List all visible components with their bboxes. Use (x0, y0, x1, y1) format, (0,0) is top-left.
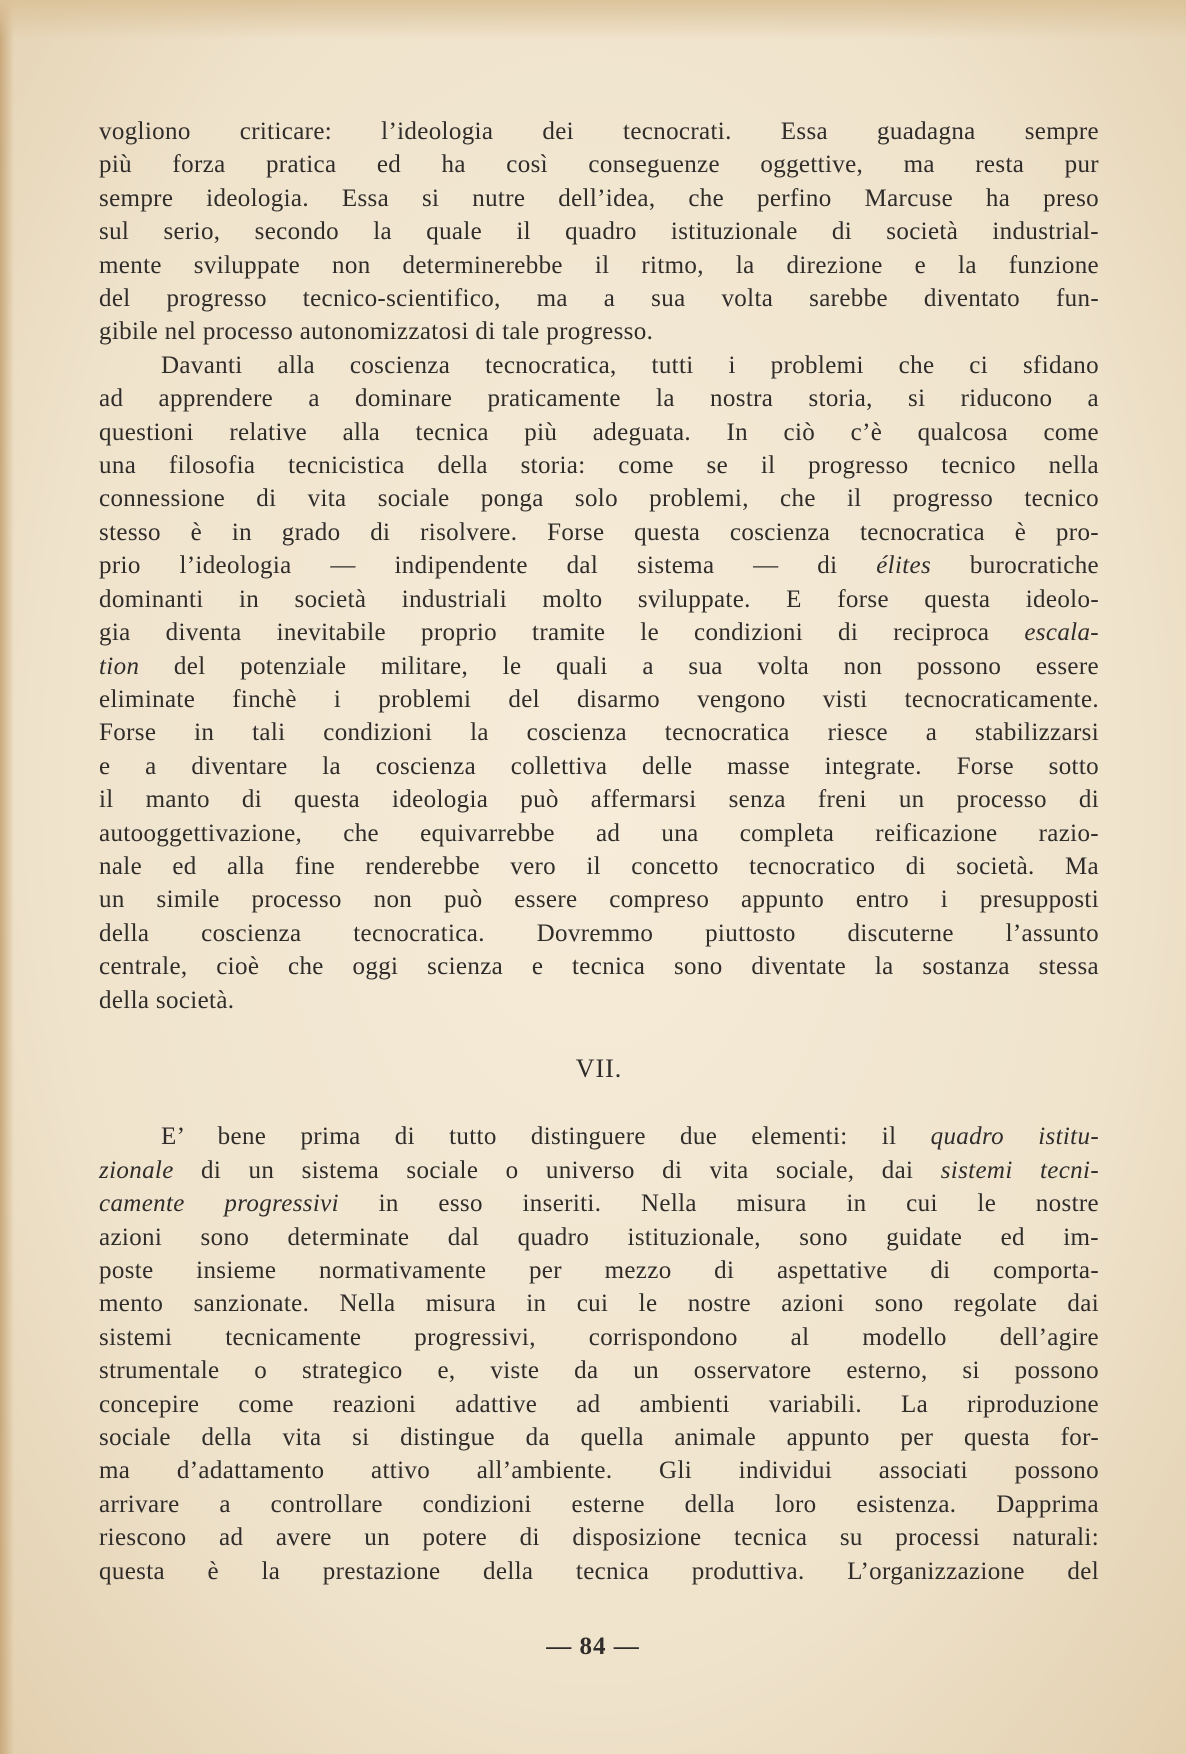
text-run: del potenziale militare, le quali a sua volta non possono essere (173, 652, 1099, 680)
italic-term: tion (99, 652, 140, 680)
text-line: ma d’adattamento attivo all’ambiente. Gli individui associati possono (99, 1457, 1099, 1485)
text-line: autooggettivazione, che equivarrebbe ad una completa reificazione razio- (99, 819, 1099, 847)
text-line: gibile nel processo autonomizzatosi di tale progresso. (99, 318, 654, 346)
text-line (99, 549, 1099, 582)
text-line: Davanti alla coscienza tecnocratica, tutti i problemi che ci sfidano (161, 351, 1099, 379)
text-line: mento sanzionate. Nella misura in cui le nostre azioni sono regolate dai (99, 1290, 1099, 1318)
text-line: questioni relative alla tecnica più adeguata. In ciò c’è qualcosa come (99, 418, 1099, 446)
italic-term: sistemi tecni- (940, 1156, 1099, 1184)
text-line: del progresso tecnico-scientifico, ma a sua volta sarebbe diventato fun- (99, 285, 1099, 313)
text-line: ad apprendere a dominare praticamente la nostra storia, si riducono a (99, 385, 1099, 413)
text-line: sul serio, secondo la quale il quadro istituzionale di società industrial- (99, 218, 1099, 246)
text-line (99, 616, 1099, 649)
text-line (99, 1154, 1099, 1187)
text-line: mente sviluppate non determinerebbe il ritmo, la direzione e la funzione (99, 251, 1099, 279)
text-line: più forza pratica ed ha così conseguenze oggettive, ma resta pur (99, 151, 1099, 179)
paragraph-1 (99, 115, 1099, 349)
italic-term: escala- (1024, 619, 1099, 647)
paragraph-3 (99, 1120, 1099, 1588)
italic-term: zionale (99, 1156, 174, 1184)
italic-term: élites (876, 552, 932, 580)
text-line: centrale, cioè che oggi scienza e tecnica sono diventate la sostanza stessa (99, 953, 1099, 981)
body-text (99, 115, 1099, 1588)
page-edge-shadow (0, 0, 14, 1754)
text-line: e a diventare la coscienza collettiva delle masse integrate. Forse sotto (99, 752, 1099, 780)
text-line: il manto di questa ideologia può affermarsi senza freni un processo di (99, 786, 1099, 814)
text-line: della coscienza tecnocratica. Dovremmo piuttosto discuterne l’assunto (99, 919, 1099, 947)
page-top-shadow (0, 0, 1186, 40)
text-line: sistemi tecnicamente progressivi, corrispondono al modello dell’agire (99, 1323, 1099, 1351)
text-line (99, 1187, 1099, 1220)
text-line: nale ed alla fine renderebbe vero il concetto tecnocratico di società. Ma (99, 852, 1099, 880)
text-run: burocratiche (969, 552, 1099, 580)
text-line (99, 650, 1099, 683)
text-line: concepire come reazioni adattive ad ambienti variabili. La riproduzione (99, 1390, 1099, 1418)
text-line: vogliono criticare: l’ideologia dei tecnocrati. Essa guadagna sempre (99, 118, 1099, 145)
text-run: E’ bene prima di tutto distinguere due elementi: il (161, 1123, 897, 1151)
text-line: riescono ad avere un potere di disposizione tecnica su processi naturali: (99, 1524, 1099, 1552)
text-run: gia diventa inevitabile proprio tramite le condizioni di reciproca (99, 619, 990, 647)
text-line: poste insieme normativamente per mezzo di aspettative di comporta- (99, 1257, 1099, 1284)
text-line: connessione di vita sociale ponga solo problemi, che il progresso tecnico (99, 485, 1099, 513)
text-line: della società. (99, 986, 235, 1014)
text-run: prio l’ideologia — indipendente dal sistema — di (99, 552, 838, 580)
text-line: una filosofia tecnicistica della storia: come se il progresso tecnico nella (99, 452, 1099, 480)
text-run: di un sistema sociale o universo di vita sociale, dai (201, 1156, 914, 1184)
page-number: — 84 — (546, 1633, 640, 1660)
text-line: un simile processo non può essere compreso appunto entro i presupposti (99, 886, 1099, 914)
text-line: strumentale o strategico e, viste da un osservatore esterno, si possono (99, 1357, 1099, 1385)
text-line: arrivare a controllare condizioni esterne della loro esistenza. Dapprima (99, 1490, 1099, 1518)
text-line: sempre ideologia. Essa si nutre dell’idea, che perfino Marcuse ha preso (99, 184, 1099, 212)
section-heading: VII. (575, 1053, 623, 1083)
italic-term: camente progressivi (99, 1190, 339, 1218)
text-line: questa è la prestazione della tecnica produttiva. L’organizzazione del (99, 1557, 1099, 1585)
text-line: azioni sono determinate dal quadro istituzionale, sono guidate ed im- (99, 1223, 1099, 1251)
text-line: sociale della vita si distingue da quella animale appunto per questa for- (99, 1424, 1099, 1452)
paragraph-2 (99, 349, 1099, 1017)
text-line: Forse in tali condizioni la coscienza tecnocratica riesce a stabilizzarsi (99, 719, 1099, 747)
text-line: dominanti in società industriali molto sviluppate. E forse questa ideolo- (99, 585, 1099, 613)
text-run: in esso inseriti. Nella misura in cui le nostre (378, 1190, 1099, 1218)
italic-term: quadro istitu- (930, 1123, 1099, 1151)
text-line: eliminate finchè i problemi del disarmo vengono visti tecnocraticamente. (99, 685, 1099, 713)
text-line (99, 1120, 1099, 1153)
text-line: stesso è in grado di risolvere. Forse questa coscienza tecnocratica è pro- (99, 518, 1099, 546)
